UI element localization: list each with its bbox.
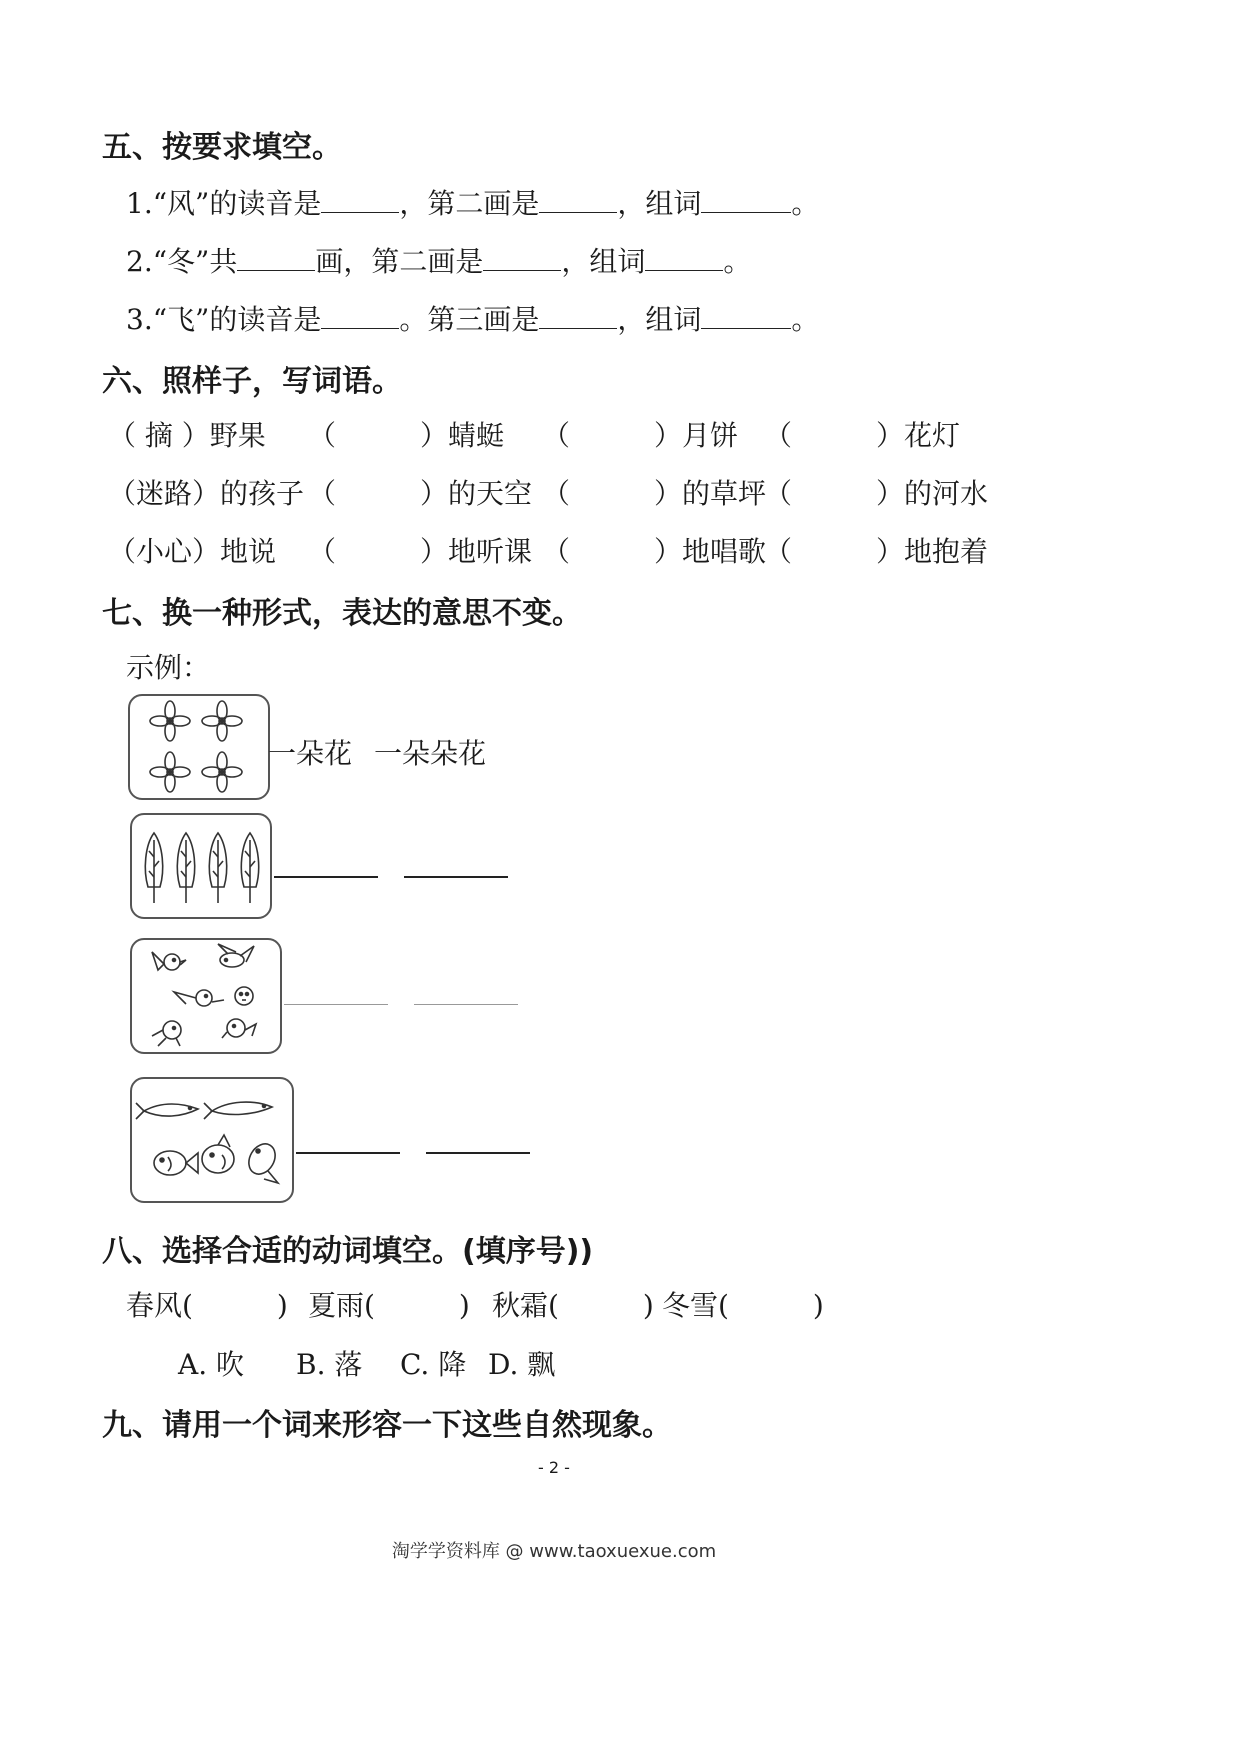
bird-icon xyxy=(132,940,280,1052)
s8-option-d: D. 飘 xyxy=(488,1348,556,1381)
tree-icon xyxy=(132,815,270,917)
s6-row1-item1[interactable]: （ ）蜻蜓 xyxy=(308,419,505,452)
section-5-title: 五、按要求填空。 xyxy=(102,130,342,165)
s6-row1-item3[interactable]: （ ）花灯 xyxy=(764,419,961,452)
s8-option-a: A. 吹 xyxy=(178,1348,245,1381)
section-6-title: 六、照样子，写词语。 xyxy=(102,364,402,399)
q2-text-a: 2.“冬”共 xyxy=(126,245,238,278)
s6-row2-item2[interactable]: （ ）的草坪 xyxy=(542,477,767,510)
question-5-2 xyxy=(126,240,751,280)
answer-line-fish-1[interactable] xyxy=(296,1152,400,1154)
q2-text-d: 。 xyxy=(723,245,752,278)
q3-blank-1[interactable] xyxy=(321,302,399,329)
trees-picture xyxy=(130,813,272,919)
s8-item-4[interactable]: 冬雪( ) xyxy=(662,1289,824,1322)
s6-row2-item3[interactable]: （ ）的河水 xyxy=(764,477,989,510)
s6-row1-example: （ 摘 ）野果 xyxy=(108,419,266,452)
example-label: 示例： xyxy=(126,651,211,684)
example-answer-1: 一朵花 xyxy=(268,737,353,770)
q1-text-a: 1.“风”的读音是 xyxy=(126,187,322,220)
q2-blank-2[interactable] xyxy=(483,244,561,271)
flower-icon xyxy=(130,696,268,798)
q3-text-b: 。第三画是 xyxy=(399,303,540,336)
q3-text-d: 。 xyxy=(791,303,820,336)
fish-picture xyxy=(130,1077,294,1203)
footer-watermark: 淘学学资料库 @ www.taoxuexue.com xyxy=(391,1541,717,1562)
flowers-picture xyxy=(128,694,270,800)
q2-blank-3[interactable] xyxy=(645,244,723,271)
q2-blank-1[interactable] xyxy=(237,244,315,271)
s8-item-1[interactable]: 春风( ) xyxy=(126,1289,288,1322)
answer-line-fish-2[interactable] xyxy=(426,1152,530,1154)
s6-row3-item1[interactable]: （ ）地听课 xyxy=(308,535,533,568)
question-5-3 xyxy=(126,298,819,338)
q3-text-c: ，组词 xyxy=(617,303,702,336)
question-5-1 xyxy=(126,182,819,222)
example-answer-2: 一朵朵花 xyxy=(374,737,487,770)
answer-line-trees-1[interactable] xyxy=(274,876,378,878)
s8-option-c: C. 降 xyxy=(400,1348,467,1381)
s6-row3-item3[interactable]: （ ）地抱着 xyxy=(764,535,989,568)
s8-item-3[interactable]: 秋霜( ) xyxy=(492,1289,654,1322)
answer-line-birds-2[interactable] xyxy=(414,1004,518,1005)
q3-text-a: 3.“飞”的读音是 xyxy=(126,303,322,336)
q1-blank-1[interactable] xyxy=(321,186,399,213)
s6-row3-item2[interactable]: （ ）地唱歌 xyxy=(542,535,767,568)
section-7-title: 七、换一种形式，表达的意思不变。 xyxy=(102,596,582,631)
s6-row2-item1[interactable]: （ ）的天空 xyxy=(308,477,533,510)
s6-row1-item2[interactable]: （ ）月饼 xyxy=(542,419,739,452)
s8-option-b: B. 落 xyxy=(296,1348,363,1381)
q2-text-b: 画，第二画是 xyxy=(315,245,484,278)
section-9-title: 九、请用一个词来形容一下这些自然现象。 xyxy=(102,1408,672,1443)
fish-icon xyxy=(132,1079,292,1201)
answer-line-birds-1[interactable] xyxy=(284,1004,388,1005)
q3-blank-2[interactable] xyxy=(539,302,617,329)
birds-picture xyxy=(130,938,282,1054)
q3-blank-3[interactable] xyxy=(701,302,791,329)
s6-row2-example: （迷路）的孩子 xyxy=(108,477,305,510)
q1-text-b: ，第二画是 xyxy=(399,187,540,220)
q1-blank-3[interactable] xyxy=(701,186,791,213)
q1-text-c: ，组词 xyxy=(617,187,702,220)
q1-text-d: 。 xyxy=(791,187,820,220)
q2-text-c: ，组词 xyxy=(561,245,646,278)
s8-item-2[interactable]: 夏雨( ) xyxy=(308,1289,470,1322)
answer-line-trees-2[interactable] xyxy=(404,876,508,878)
page-number: - 2 - xyxy=(538,1458,570,1477)
s6-row3-example: （小心）地说 xyxy=(108,535,277,568)
section-8-title: 八、选择合适的动词填空。(填序号)) xyxy=(102,1234,594,1269)
q1-blank-2[interactable] xyxy=(539,186,617,213)
